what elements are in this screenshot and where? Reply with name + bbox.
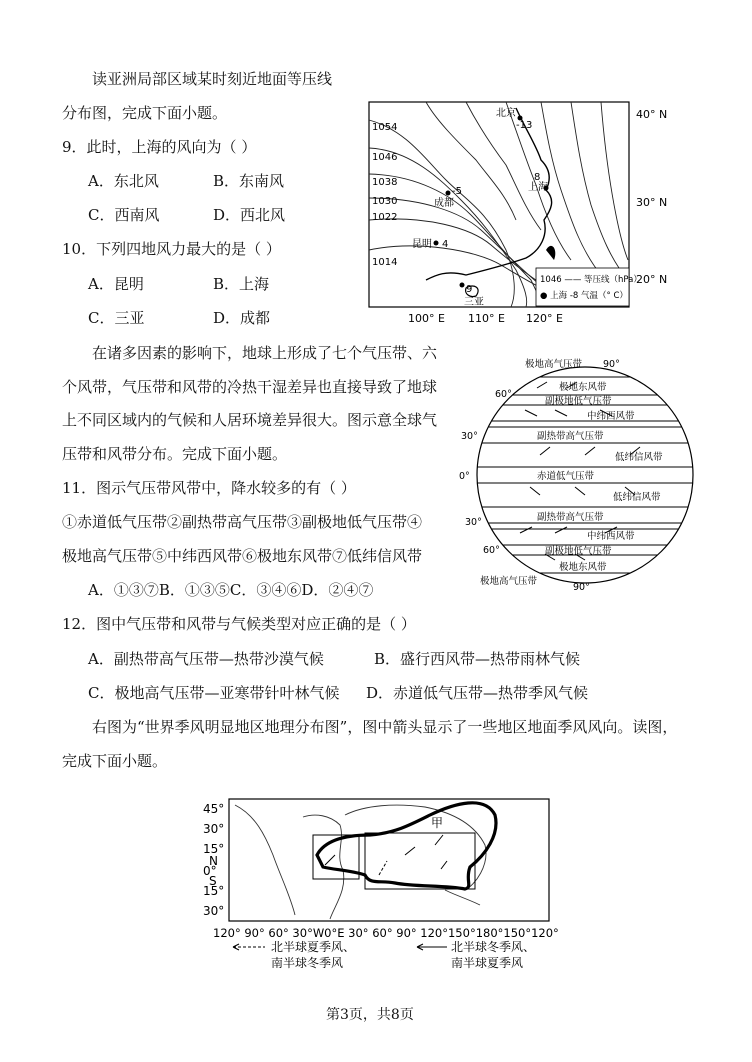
globe-band: 副热带高气压带 [537, 512, 604, 523]
globe-band: 副热带高气压带 [537, 431, 604, 442]
q11-stem: 11．图示气压带风带中，降水较多的有（ ） [62, 479, 356, 497]
city-kunming: 昆明 [412, 239, 432, 250]
globe-lat: 60° [495, 389, 512, 400]
globe-bottom-label: 极地高气压带 [480, 576, 538, 587]
globe-band: 极地东风带 [559, 562, 607, 573]
isobar-map [366, 100, 674, 330]
city-beijing-temp: -13 [516, 120, 533, 131]
q9-option-b[interactable]: B．东南风 [213, 172, 285, 190]
q12-option-a[interactable]: A．副热带高气压带—热带沙漠气候 [88, 650, 324, 668]
isobar-label: 1014 [372, 257, 398, 268]
q10-option-c[interactable]: C．三亚 [88, 309, 145, 327]
globe-band: 低纬信风带 [615, 452, 663, 463]
globe-band: 副极地低气压带 [545, 546, 612, 557]
globe-top-label: 极地高气压带 [525, 359, 583, 370]
map2-lat: 30° [203, 822, 225, 836]
city-chengdu-temp: -5 [452, 186, 462, 197]
lon-label: 120° E [526, 312, 563, 325]
globe-band: 副极地低气压带 [545, 396, 612, 407]
intro2-line3: 上不同区域内的气候和人居环境差异很大。图示意全球气 [62, 411, 438, 429]
isobar-label: 1046 [372, 152, 398, 163]
globe-band: 极地东风带 [559, 382, 607, 393]
legend-isobar: 1046 —— 等压线（hPa） [540, 275, 642, 285]
lat-label: 40° N [636, 108, 668, 121]
q11-line1: ①赤道低气压带②副热带高气压带③副极地低气压带④ [62, 513, 423, 531]
q11-options[interactable]: A．①③⑦B．①③⑤C．③④⑥D．②④⑦ [88, 581, 374, 599]
globe-band: 低纬信风带 [613, 492, 661, 503]
globe-top-90: 90° [603, 359, 620, 370]
map2-legend2a: 北半球冬季风、 [451, 940, 536, 954]
lat-label: 20° N [636, 273, 668, 286]
city-sanya-temp: 9 [466, 284, 473, 295]
q12-option-d[interactable]: D．赤道低气压带—热带季风气候 [366, 684, 589, 702]
map2-lat: 15° [203, 842, 225, 856]
monsoon-world-map [195, 795, 585, 975]
globe-lat: 30° [465, 517, 482, 528]
q10-option-d[interactable]: D．成都 [213, 309, 271, 327]
intro2-line1: 在诸多因素的影响下，地球上形成了七个气压带、六 [92, 344, 438, 362]
intro2-line4: 压带和风带分布。完成下面小题。 [62, 445, 288, 463]
lon-label: 110° E [468, 312, 505, 325]
isobar-label: 1038 [372, 177, 398, 188]
city-kunming-temp: 4 [442, 239, 449, 250]
map2-jia: 甲 [431, 816, 444, 830]
globe-band: 中纬西风带 [587, 531, 635, 542]
legend-temp: ● 上海 -8 气温（° C） [540, 291, 628, 301]
city-beijing: 北京 [496, 108, 516, 119]
map2-lat: N [209, 854, 218, 868]
q12-stem: 12．图中气压带和风带与气候类型对应正确的是（ ） [62, 615, 416, 633]
intro1-line2: 分布图，完成下面小题。 [62, 104, 228, 122]
map2-lat: 15° [203, 884, 225, 898]
page-footer: 第3页，共8页 [326, 1007, 414, 1023]
globe-lat: 0° [459, 471, 470, 482]
q9-option-c[interactable]: C．西南风 [88, 206, 160, 224]
q11-line2: 极地高气压带⑤中纬西风带⑥极地东风带⑦低纬信风带 [62, 547, 423, 565]
isobar-label: 1054 [372, 122, 398, 133]
map2-legend2b: 南半球夏季风 [451, 956, 524, 970]
map2-lat: S [209, 874, 217, 888]
intro3-line2: 完成下面小题。 [62, 752, 168, 770]
q12-option-b[interactable]: B．盛行西风带—热带雨林气候 [374, 650, 581, 668]
isobar-label: 1022 [372, 212, 398, 223]
city-sanya: 三亚 [464, 297, 484, 308]
map2-legend1a: 北半球夏季风、 [271, 940, 356, 954]
q12-option-c[interactable]: C．极地高气压带—亚寒带针叶林气候 [88, 684, 340, 702]
isobar-label: 1030 [372, 196, 398, 207]
q9-stem: 9．此时，上海的风向为（ ） [62, 138, 257, 156]
intro2-line2: 个风带，气压带和风带的冷热干湿差异也直接导致了地球 [62, 378, 438, 396]
intro1-line1: 读亚洲局部区域某时刻近地面等压线 [92, 70, 333, 88]
q9-option-a[interactable]: A．东北风 [88, 172, 159, 190]
city-shanghai-temp: 8 [534, 172, 541, 183]
pressure-wind-belt-diagram [455, 355, 705, 595]
q10-stem: 10．下列四地风力最大的是（ ） [62, 240, 281, 258]
q9-option-d[interactable]: D．西北风 [213, 206, 286, 224]
map2-lat: 45° [203, 802, 225, 816]
globe-lat: 30° [461, 431, 478, 442]
lon-label: 100° E [408, 312, 445, 325]
lat-label: 30° N [636, 196, 668, 209]
q10-option-a[interactable]: A．昆明 [88, 275, 144, 293]
q10-option-b[interactable]: B．上海 [213, 275, 270, 293]
globe-band: 赤道低气压带 [537, 471, 595, 482]
intro3-line1: 右图为“世界季风明显地区地理分布图”，图中箭头显示了一些地区地面季风风向。读图， [92, 718, 678, 736]
map2-lon-labels: 120° 90° 60° 30°W0°E 30° 60° 90° 120°150°180°150°120° [213, 926, 559, 940]
map2-lat: 30° [203, 904, 225, 918]
map2-legend1b: 南半球冬季风 [271, 956, 344, 970]
globe-bottom-90: 90° [573, 582, 590, 593]
city-shanghai: 上海 [528, 182, 548, 193]
map2-lat: 0° [203, 864, 217, 878]
globe-lat: 60° [483, 545, 500, 556]
globe-band: 中纬西风带 [587, 411, 635, 422]
city-chengdu: 成都 [434, 198, 454, 209]
